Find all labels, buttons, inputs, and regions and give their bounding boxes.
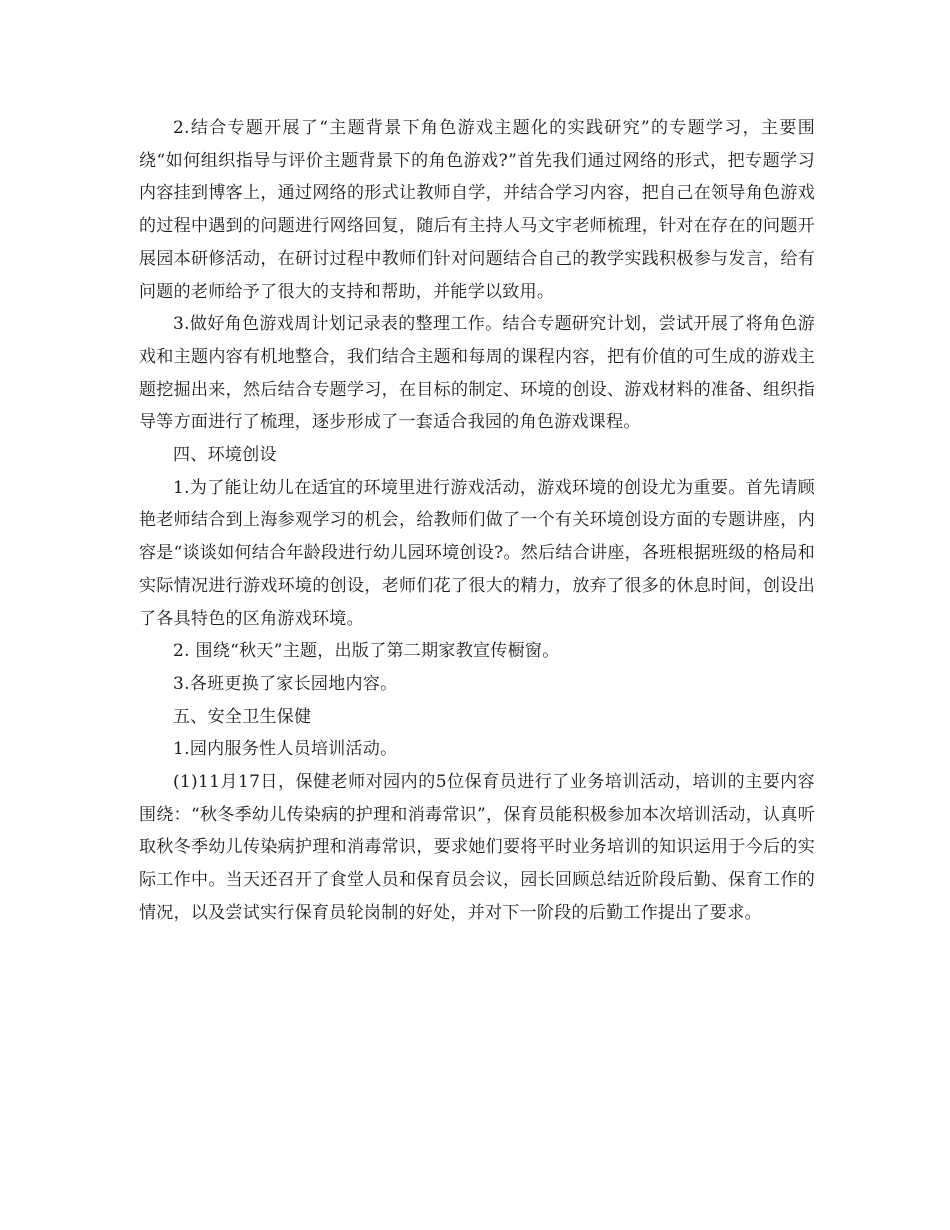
paragraph-autumn-window: 2. 围绕“秋天”主题，出版了第二期家教宣传橱窗。 <box>173 641 560 662</box>
section-heading-safety-health: 五、安全卫生保健 <box>173 706 312 727</box>
paragraph-training-details: (1)11月17日，保健老师对园内的5位保育员进行了业务培训活动，培训的主要内容围绕：“秋冬季幼儿传染病的护理和消毒常识”，保育员能积极参加本次培训活动，认真听取秋冬季幼儿传染病护理和消毒常识，要求她们要将平时业务培训的知识运用于今后的实际工作中。当天还召开了食堂人员和保育员会议，园长回顾总结近阶段后勤、保育工作的情况，以及尝试实行保育员轮岗制的好处，并对下一阶段的后勤工作提出了要求。 <box>139 772 815 923</box>
paragraph-environment-creation: 1.为了能让幼儿在适宜的环境里进行游戏活动，游戏环境的创设尤为重要。首先请顾艳老师结合到上海参观学习的机会，给教师们做了一个有关环境创设方面的专题讲座，内容是“谈谈如何结合年龄段进行幼儿园环境创设?。然后结合讲座，各班根据班级的格局和实际情况进行游戏环境的创设，老师们花了很大的精力，放弃了很多的休息时间，创设出了各具特色的区角游戏环境。 <box>139 477 815 629</box>
document-body <box>139 112 815 930</box>
paragraph-parent-garden: 3.各班更换了家长园地内容。 <box>173 673 398 694</box>
paragraph-staff-training: 1.园内服务性人员培训活动。 <box>173 739 398 760</box>
section-heading-environment: 四、环境创设 <box>173 445 277 466</box>
paragraph-theme-study: 2.结合专题开展了“主题背景下角色游戏主题化的实践研究”的专题学习，主要围绕“如何组织指导与评价主题背景下的角色游戏?”首先我们通过网络的形式，把专题学习内容挂到博客上，通过网络的形式让教师自学，并结合学习内容，把自己在领导角色游戏的过程中遇到的问题进行网络回复，随后有主持人马文宇老师梳理，针对在存在的问题开展园本研修活动，在研讨过程中教师们针对问题结合自己的教学实践积极参与发言，给有问题的老师给予了很大的支持和帮助，并能学以致用。 <box>139 118 815 302</box>
paragraph-weekly-plan: 3.做好角色游戏周计划记录表的整理工作。结合专题研究计划，尝试开展了将角色游戏和主题内容有机地整合，我们结合主题和每周的课程内容，把有价值的可生成的游戏主题挖掘出来，然后结合专题学习，在目标的制定、环境的创设、游戏材料的准备、组织指导等方面进行了梳理，逐步形成了一套适合我园的角色游戏课程。 <box>139 314 815 433</box>
